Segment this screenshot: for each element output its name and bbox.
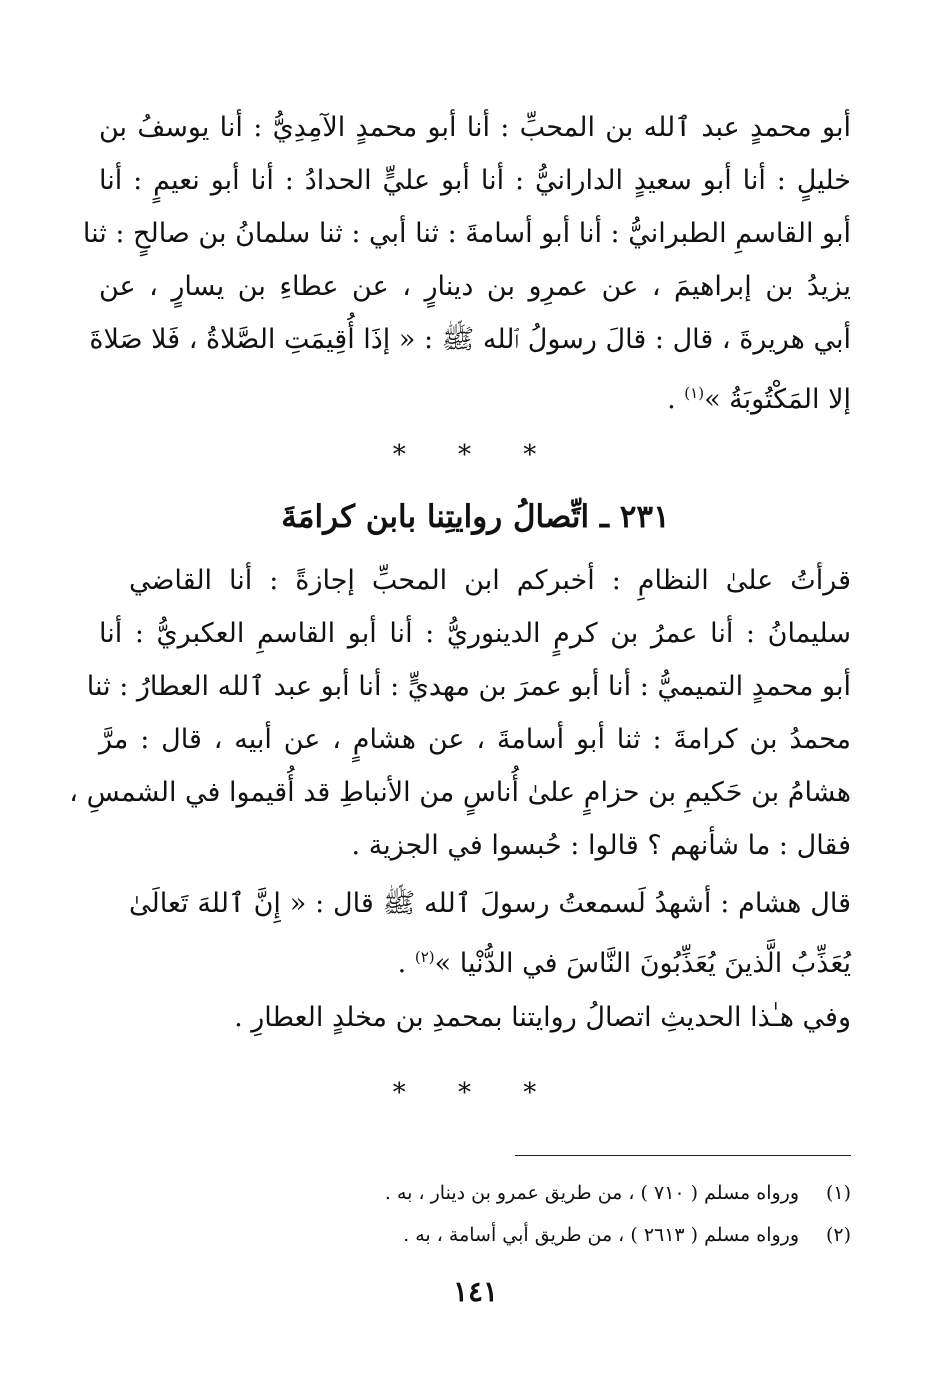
- page-number: ١٤١: [452, 1275, 499, 1308]
- text-line-content: إلا المَكْتُوبَةُ »: [704, 384, 851, 415]
- footnote-text: ورواه مسلم ( ٢٦١٣ ) ، من طريق أبي أسامة ، به .: [403, 1224, 799, 1246]
- text-line: [99, 941, 851, 980]
- footnote: [99, 1180, 851, 1206]
- text-line: يزيدُ بن إبراهيمَ ، عن عمرِو بن دينارٍ ، عن عطاءِ بن يسارٍ ، عن: [99, 271, 851, 302]
- text-line: سليمانُ : أنا عمرُ بن كرمٍ الدينوريُّ : أنا أبو القاسمِ العكبريُّ : أنا: [99, 618, 851, 649]
- text-line: أبو القاسمِ الطبرانيُّ : أنا أبو أسامةَ : ثنا أبي : ثنا سلمانُ بن صالحٍ : ثنا: [82, 218, 851, 249]
- text-line: أبي هريرةَ ، قال : قالَ رسولُ ٱلله ﷺ : « إذَا أُقِيمَتِ الصَّلاةُ ، فَلا صَلاةَ: [89, 324, 851, 355]
- footnote-number: (٢): [825, 1224, 851, 1246]
- text-line-content: يُعَذِّبُ الَّذينَ يُعَذِّبُونَ النَّاسَ في الدُّنْيا »: [434, 948, 851, 979]
- text-line: هشامُ بن حَكيمِ بن حزامٍ علىٰ أُناسٍ من الأنباطِ قد أُقيموا في الشمسِ ،: [69, 777, 851, 808]
- text-line: [99, 377, 851, 416]
- text-line-end: .: [667, 384, 685, 415]
- text-line: أبو محمدٍ عبد ٱلله بن المحبِّ : أنا أبو محمدٍ الآمِدِيُّ : أنا يوسفُ بن: [99, 112, 851, 143]
- footnote-reference: (١): [684, 384, 705, 402]
- closing-line: وفي هـٰذا الحديثِ اتصالُ روايتنا بمحمدِ بن مخلدٍ العطارِ .: [234, 1002, 851, 1033]
- text-line: فقال : ما شأنهم ؟ قالوا : حُبسوا في الجزية .: [351, 830, 851, 861]
- text-line: محمدُ بن كرامةَ : ثنا أبو أسامةَ ، عن هشامٍ ، عن أبيه ، قال : مرَّ: [99, 724, 851, 755]
- separator-stars: * * *: [392, 440, 559, 470]
- footnote: [99, 1222, 851, 1248]
- text-line: قرأتُ علىٰ النظامِ : أخبركم ابن المحبِّ إجازةً : أنا القاضي: [129, 565, 851, 596]
- footnote-reference: (٢): [414, 948, 435, 966]
- footnote-text: ورواه مسلم ( ٧١٠ ) ، من طريق عمرو بن دينار ، به .: [384, 1182, 799, 1204]
- text-line: قال هشام : أشهدُ لَسمعتُ رسولَ ٱلله ﷺ قال : « إِنَّ ٱللهَ تَعالَىٰ: [129, 888, 851, 919]
- text-line-end: .: [397, 948, 415, 979]
- text-line: خليلٍ : أنا أبو سعيدٍ الدارانيُّ : أنا أبو عليٍّ الحدادُ : أنا أبو نعيمٍ : أنا: [99, 165, 851, 196]
- text-line: أبو محمدٍ التميميُّ : أنا أبو عمرَ بن مهديٍّ : أنا أبو عبد ٱلله العطارُ : ثنا: [86, 671, 851, 702]
- footnote-number: (١): [825, 1182, 851, 1204]
- separator-stars: * * *: [392, 1078, 559, 1108]
- section-heading: ٢٣١ ـ اتِّصالُ روايتِنا بابن كرامَةَ: [281, 499, 670, 535]
- footnote-divider: [515, 1155, 851, 1156]
